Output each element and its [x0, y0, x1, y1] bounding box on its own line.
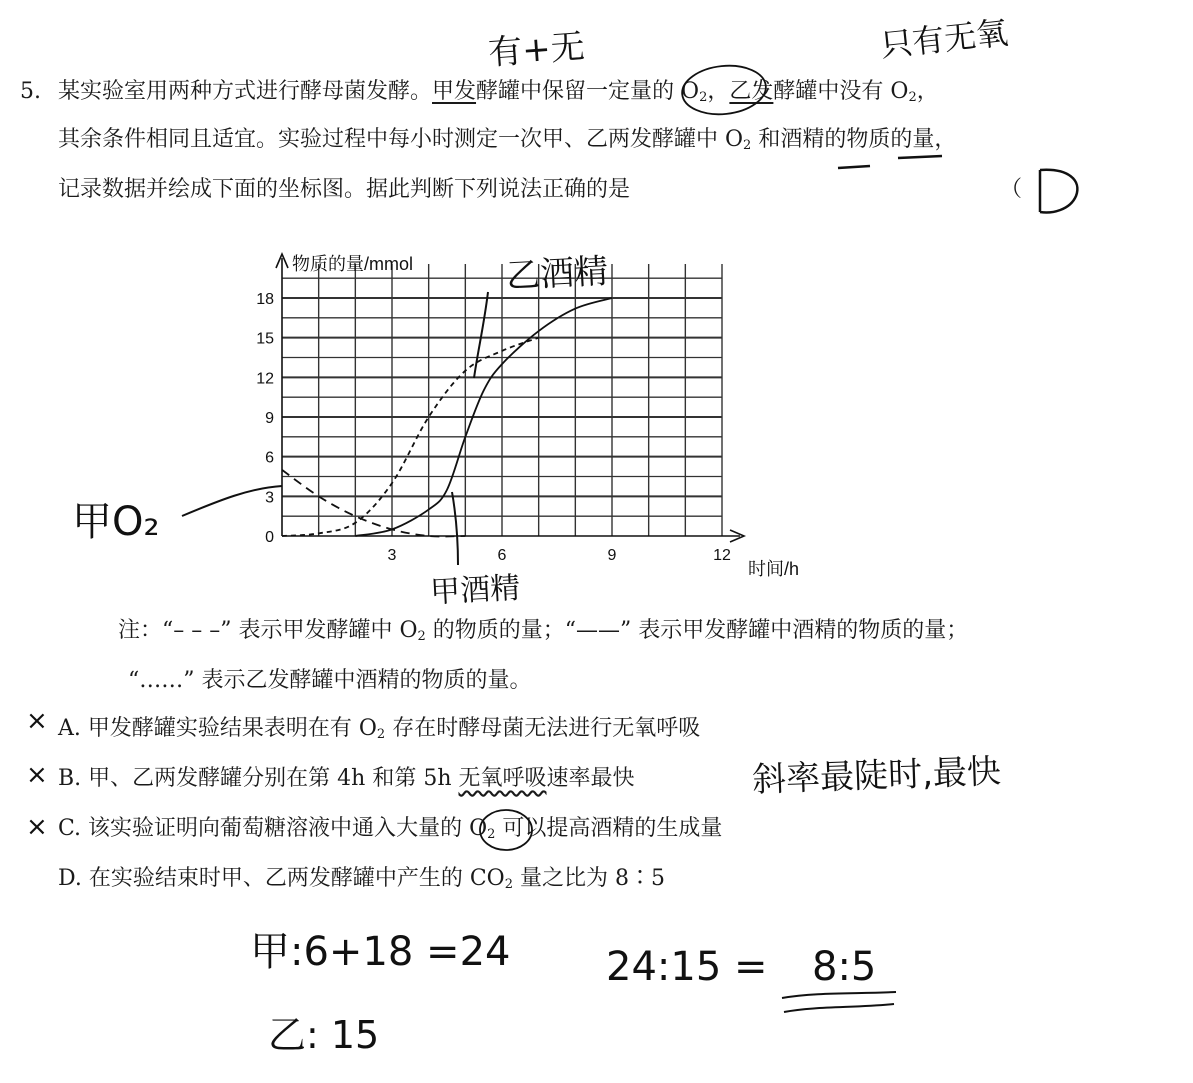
- note-line-1: 注：“– – –” 表示甲发酵罐中 $O_2$ 的物质的量；“——” 表示甲发酵罐中酒精的物质的量；: [118, 618, 969, 644]
- y-tick-label: 15: [256, 330, 274, 348]
- y-tick-label: 6: [265, 449, 274, 467]
- y-tick-label: 12: [256, 370, 274, 388]
- handwriting-top-left: 有+无: [486, 26, 587, 74]
- circled-word: 大量: [396, 816, 441, 841]
- chart-xlabel: 时间/h: [748, 559, 800, 579]
- option-c: C. 该实验证明向葡萄糖溶液中通入大量的 $O_2$ 可以提高酒精的生成量: [58, 816, 723, 842]
- wavy-underlined-phrase: 无氧呼吸: [458, 766, 547, 791]
- question-line-3: 记录数据并绘成下面的坐标图。据此判断下列说法正确的是: [58, 177, 631, 202]
- chart: [0, 230, 1193, 650]
- ink-double-underline: [776, 988, 916, 1028]
- circled-phrase: 一定量: [586, 79, 653, 104]
- mark-option-a: ×: [26, 706, 48, 736]
- option-a: A. 甲发酵罐实验结果表明在有 $O_2$ 存在时酵母菌无法进行无氧呼吸: [58, 716, 701, 742]
- handwriting-top-right: 只有无氧: [878, 13, 1010, 65]
- mark-option-b: ×: [26, 760, 48, 790]
- chart-grid: [282, 264, 722, 536]
- y-tick-label: 3: [265, 489, 274, 507]
- handwriting-yi-alcohol: 乙酒精: [505, 251, 610, 297]
- question-number: 5.: [20, 79, 41, 104]
- answer-paren: （: [1000, 177, 1023, 202]
- note-line-2: “……” 表示乙发酵罐中酒精的物质的量。: [128, 668, 532, 693]
- ink-circle-daliang: [470, 806, 550, 866]
- y-tick-label: 0: [265, 529, 274, 546]
- option-d: D. 在实验结束时甲、乙两发酵罐中产生的 $CO_2$ 量之比为 8∶5: [58, 866, 665, 892]
- x-tick-label: 9: [607, 547, 617, 564]
- question-line-1: 5. 某实验室用两种方式进行酵母菌发酵。甲发酵罐中保留一定量的 $O_2$，乙发酵罐中没有 $O_2$，: [20, 79, 939, 105]
- x-tick-label: 6: [497, 547, 507, 564]
- option-b: B. 甲、乙两发酵罐分别在第 4h 和第 5h 无氧呼吸速率最快: [58, 766, 635, 791]
- y-tick-label: 18: [256, 291, 274, 308]
- ink-marks-stem: [0, 0, 1193, 220]
- y-tick-label: 9: [265, 410, 274, 427]
- handwriting-calc-ratio: 24:15 =: [606, 944, 768, 990]
- handwriting-calc-yi: 乙: 15: [268, 1013, 380, 1057]
- question-line-2: 其余条件相同且适宜。实验过程中每小时测定一次甲、乙两发酵罐中 $O_2$ 和酒精的物质的量，: [58, 127, 957, 153]
- x-tick-label: 12: [713, 547, 731, 564]
- handwriting-calc-result: 8:5: [812, 944, 877, 990]
- x-tick-label: 3: [387, 547, 397, 564]
- handwriting-jia-alcohol: 甲酒精: [429, 570, 522, 611]
- handwriting-jia-o2: 甲O₂: [72, 499, 160, 545]
- chart-ticks: [256, 291, 731, 564]
- chart-ylabel: 物质的量/mmol: [292, 254, 413, 274]
- mark-option-c: ×: [26, 812, 48, 842]
- handwriting-calc-jia: 甲:6+18 =24: [250, 929, 511, 975]
- handwriting-b-note: 斜率最陡时,最快: [751, 751, 1002, 801]
